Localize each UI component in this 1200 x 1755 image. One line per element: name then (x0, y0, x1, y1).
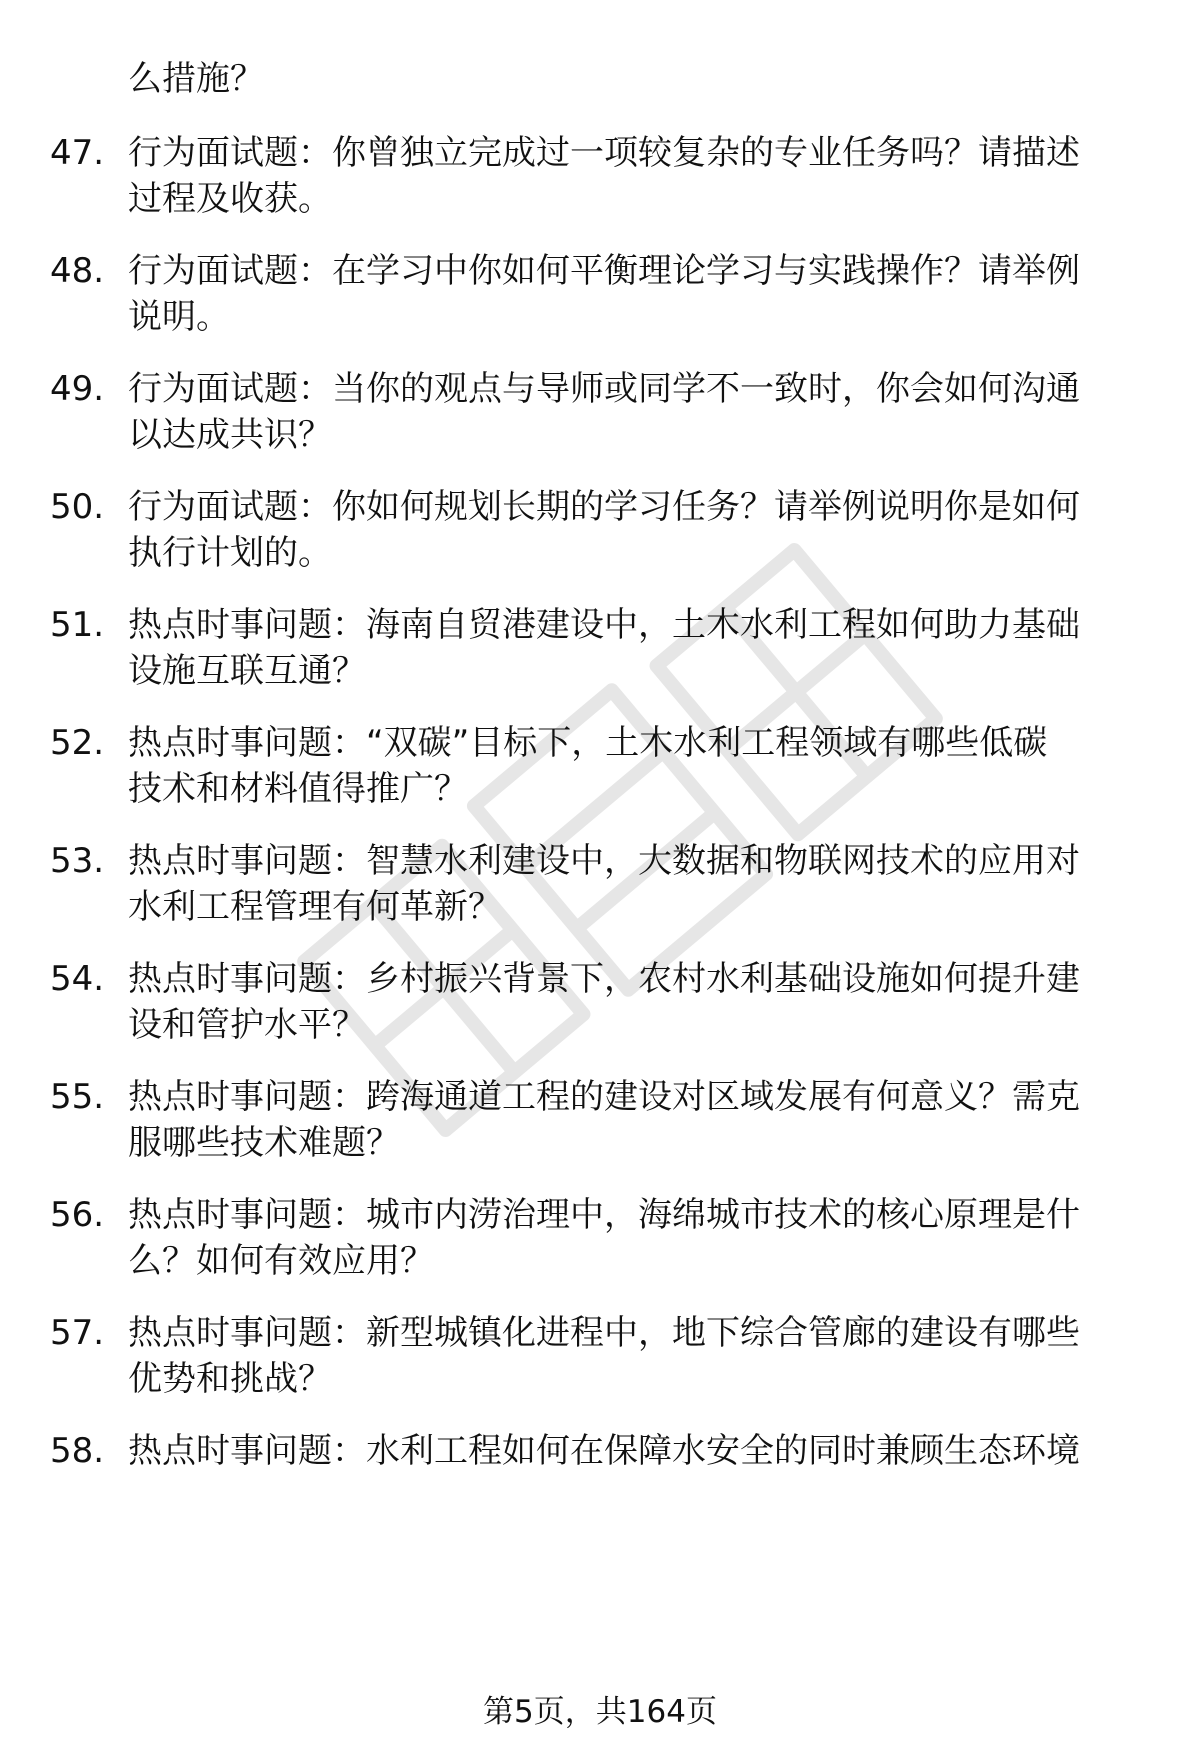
item-text-line1: 热点时事问题：“双碳”目标下，土木水利工程领域有哪些低碳 (128, 723, 1048, 763)
item-text-line2: 设施互联互通？ (128, 651, 366, 691)
item-text-line1: 热点时事问题：新型城镇化进程中，地下综合管廊的建设有哪些 (128, 1313, 1080, 1353)
item-number: 56. (50, 1195, 105, 1235)
item-number: 52. (50, 723, 105, 763)
item-text-line1: 行为面试题：你曾独立完成过一项较复杂的专业任务吗？请描述 (128, 133, 1080, 173)
page-footer: 第5页，共164页 (483, 1694, 717, 1730)
item-text-line1: 行为面试题：你如何规划长期的学习任务？请举例说明你是如何 (128, 487, 1080, 527)
item-number: 58. (50, 1431, 105, 1471)
item-text-line2: 执行计划的。 (128, 533, 332, 573)
item-text-line2: 技术和材料值得推广？ (128, 769, 468, 809)
item-text-line2: 优势和挑战？ (128, 1359, 332, 1399)
item-text-line2: 服哪些技术难题？ (128, 1123, 400, 1163)
item-text-line1: 热点时事问题：海南自贸港建设中，土木水利工程如何助力基础 (128, 605, 1080, 645)
item-number: 54. (50, 959, 105, 999)
continued-item-text: 么措施？ (128, 59, 264, 99)
item-text-line2: 设和管护水平？ (128, 1005, 366, 1045)
item-text-line1: 行为面试题：在学习中你如何平衡理论学习与实践操作？请举例 (128, 251, 1080, 291)
item-text-line1: 行为面试题：当你的观点与导师或同学不一致时，你会如何沟通 (128, 369, 1080, 409)
item-text-line1: 热点时事问题：水利工程如何在保障水安全的同时兼顾生态环境 (128, 1431, 1080, 1471)
item-text-line1: 热点时事问题：城市内涝治理中，海绵城市技术的核心原理是什 (128, 1195, 1080, 1235)
item-number: 48. (50, 251, 105, 291)
item-text-line1: 热点时事问题：跨海通道工程的建设对区域发展有何意义？需克 (128, 1077, 1080, 1117)
item-text-line2: 过程及收获。 (128, 179, 332, 219)
item-text-line1: 热点时事问题：智慧水利建设中，大数据和物联网技术的应用对 (128, 841, 1080, 881)
item-text-line2: 么？如何有效应用？ (128, 1241, 434, 1281)
item-number: 53. (50, 841, 105, 881)
item-number: 55. (50, 1077, 105, 1117)
item-number: 47. (50, 133, 105, 173)
item-number: 57. (50, 1313, 105, 1353)
item-number: 50. (50, 487, 105, 527)
item-text-line2: 水利工程管理有何革新？ (128, 887, 502, 927)
item-text-line1: 热点时事问题：乡村振兴背景下，农村水利基础设施如何提升建 (128, 959, 1080, 999)
item-text-line2: 以达成共识？ (128, 415, 332, 455)
item-text-line2: 说明。 (128, 297, 230, 337)
item-number: 49. (50, 369, 105, 409)
item-number: 51. (50, 605, 105, 645)
